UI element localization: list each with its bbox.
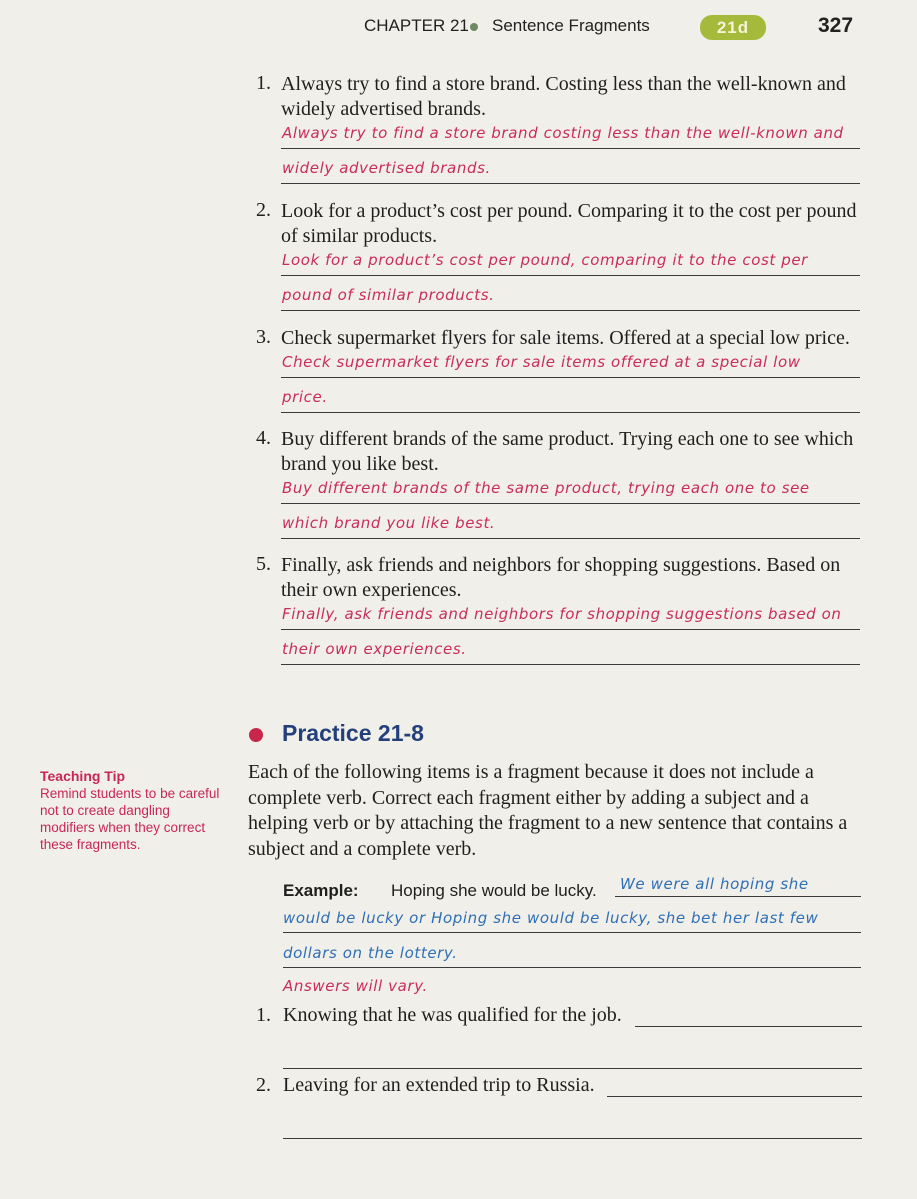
answer-text: their own experiences.: [282, 640, 467, 658]
item-number: 1.: [256, 1004, 271, 1026]
item-number: 5.: [256, 553, 271, 575]
answer-line: [281, 149, 860, 184]
exercise-item: [256, 1002, 862, 1069]
answer-line: [281, 378, 860, 413]
answer-line: [281, 351, 860, 378]
item-number: 4.: [256, 427, 271, 449]
answers-note: Answers will vary.: [283, 977, 428, 995]
answer-blank[interactable]: [607, 1072, 862, 1097]
item-number: 2.: [256, 199, 271, 221]
answer-line: [281, 249, 860, 276]
answer-line: [615, 872, 861, 897]
answer-line: [281, 122, 860, 149]
item-prompt: Buy different brands of the same product. Trying each one to see which brand you like best.: [281, 428, 854, 475]
answer-line: [281, 630, 860, 665]
exercise-text: Knowing that he was qualified for the job.: [283, 1004, 622, 1026]
item-prompt: Finally, ask friends and neighbors for shopping suggestions. Based on their own experiences.: [281, 554, 841, 601]
item-number: 2.: [256, 1074, 271, 1096]
teaching-tip-title: Teaching Tip: [40, 768, 126, 784]
chapter-label: CHAPTER 21: [364, 16, 469, 35]
exercise-item: [256, 1072, 862, 1139]
answer-text: Always try to find a store brand costing less than the well-known and: [282, 124, 844, 142]
answer-line: [281, 276, 860, 311]
item-prompt: Check supermarket flyers for sale items. Offered at a special low price.: [281, 327, 850, 349]
answer-line: [283, 902, 861, 933]
practice-title: Practice 21-8: [282, 720, 424, 746]
answer-text: would be lucky or Hoping she would be lucky, she bet her last few: [283, 909, 819, 927]
answer-line: [281, 603, 860, 630]
item-number: 3.: [256, 326, 271, 348]
teaching-tip-body: Remind students to be careful not to create dangling modifiers when they correct these fragments.: [40, 786, 220, 852]
practice-bullet-icon: [249, 728, 263, 742]
section-badge: 21d: [700, 15, 766, 40]
answer-blank[interactable]: [283, 1100, 862, 1139]
item-prompt: Look for a product’s cost per pound. Comparing it to the cost per pound of similar products.: [281, 200, 857, 247]
answer-text: which brand you like best.: [282, 514, 496, 532]
list-item: [256, 199, 860, 311]
practice-instructions: Each of the following items is a fragment because it does not include a complete verb. Correct each fragment either by adding a subject and a helping verb or by attaching the fragment to a new sentence that contains a subject and a complete verb.: [248, 761, 848, 860]
section-title: Sentence Fragments: [492, 16, 650, 35]
answer-text: Finally, ask friends and neighbors for shopping suggestions based on: [282, 605, 842, 623]
answer-text: Check supermarket flyers for sale items offered at a special low: [282, 353, 801, 371]
answer-line: [281, 477, 860, 504]
answer-text: widely advertised brands.: [282, 159, 491, 177]
example-label: Example:: [283, 881, 359, 900]
list-item: [256, 553, 860, 665]
answer-line: [281, 504, 860, 539]
answer-text: pound of similar products.: [282, 286, 495, 304]
answer-blank[interactable]: [283, 1030, 862, 1069]
answer-blank[interactable]: [635, 1002, 862, 1027]
teaching-tip: [40, 768, 220, 853]
item-prompt: Always try to find a store brand. Costing less than the well-known and widely advertised brands.: [281, 73, 846, 120]
answer-line: [283, 933, 861, 968]
list-item: [256, 72, 860, 184]
answer-text: We were all hoping she: [620, 875, 809, 893]
answer-text: dollars on the lottery.: [283, 944, 458, 962]
answer-text: Look for a product’s cost per pound, comparing it to the cost per: [282, 251, 808, 269]
page-number: 327: [818, 14, 854, 37]
bullet-icon: [470, 23, 478, 31]
example-block: [283, 872, 861, 995]
list-item: [256, 326, 860, 413]
list-item: [256, 427, 860, 539]
answer-text: price.: [282, 388, 328, 406]
example-text: Hoping she would be lucky.: [391, 881, 597, 900]
answer-text: Buy different brands of the same product, trying each one to see: [282, 479, 810, 497]
item-number: 1.: [256, 72, 271, 94]
exercise-text: Leaving for an extended trip to Russia.: [283, 1074, 595, 1096]
